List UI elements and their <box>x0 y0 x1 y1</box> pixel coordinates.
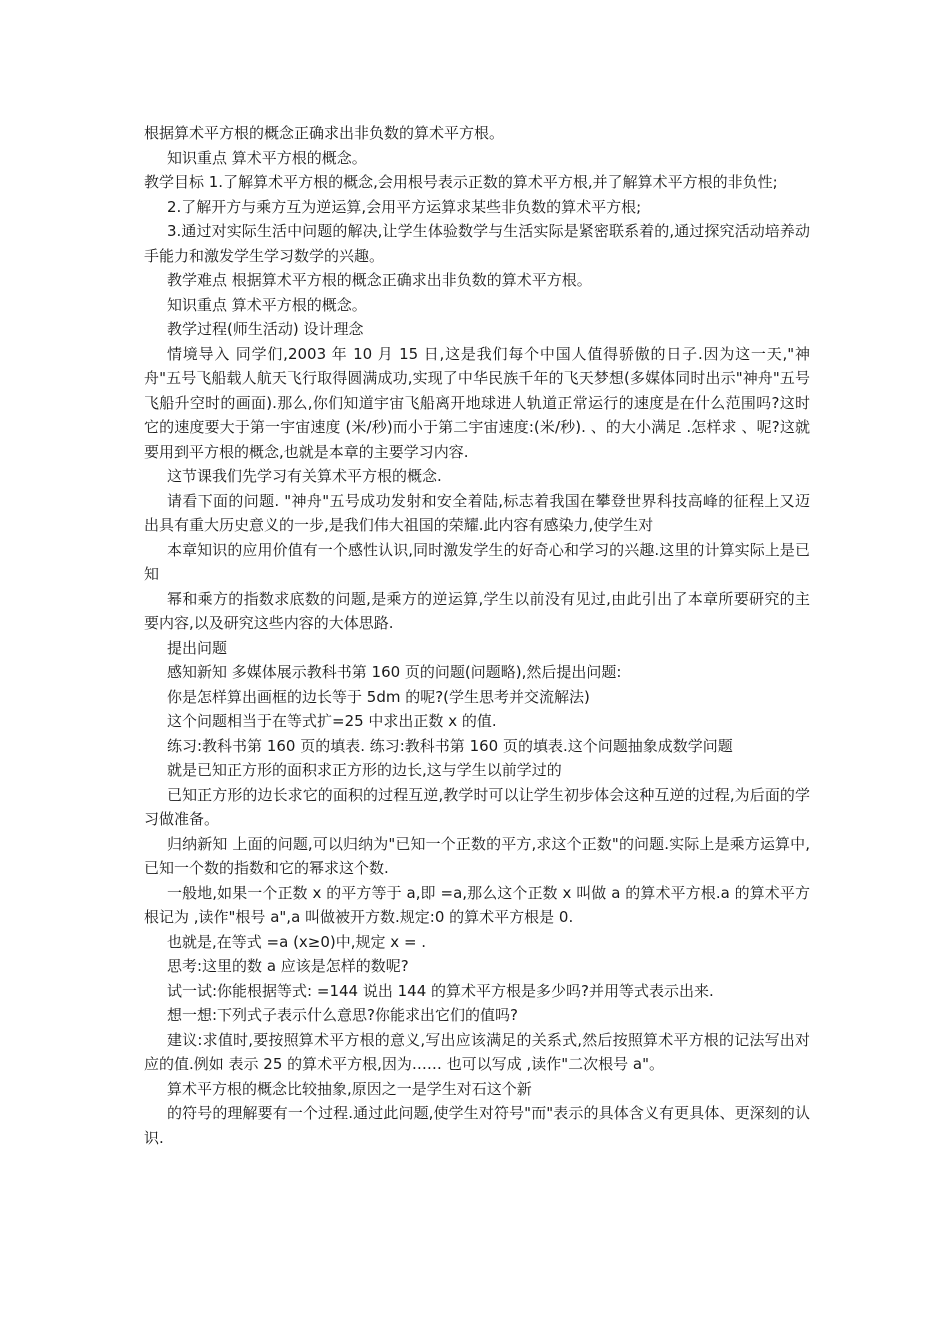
paragraph: 练习:教科书第 160 页的填表. 练习:教科书第 160 页的填表.这个问题抽象成数学问题 <box>167 736 733 755</box>
paragraph: 教学难点 根据算术平方根的概念正确求出非负数的算术平方根。 <box>167 271 592 289</box>
paragraph: 2.了解开方与乘方互为逆运算,会用平方运算求某些非负数的算术平方根; <box>167 197 642 216</box>
paragraph: 3.通过对实际生活中问题的解决,让学生体验数学与生活实际是紧密联系着的,通过探究活动培养动手能力和激发学生学习数学的兴趣。 <box>144 222 810 265</box>
paragraph: 这个问题相当于在等式扩=25 中求出正数 x 的值. <box>167 712 497 730</box>
paragraph: 已知正方形的边长求它的面积的过程互逆,教学时可以让学生初步体会这种互逆的过程,为后面的学习做准备。 <box>144 785 810 828</box>
paragraph: 本章知识的应用价值有一个感性认识,同时激发学生的好奇心和学习的兴趣.这里的计算实际上是已知 <box>144 540 810 583</box>
document-body <box>144 121 810 1150</box>
paragraph: 想一想:下列式子表示什么意思?你能求出它们的值吗? <box>167 1006 518 1024</box>
paragraph: 教学目标 1.了解算术平方根的概念,会用根号表示正数的算术平方根,并了解算术平方根的非负性; <box>144 173 778 191</box>
paragraph: 知识重点 算术平方根的概念。 <box>167 295 367 314</box>
paragraph: 就是已知正方形的面积求正方形的边长,这与学生以前学过的 <box>167 761 562 779</box>
paragraph: 建议:求值时,要按照算术平方根的意义,写出应该满足的关系式,然后按照算术平方根的记法写出对应的值.例如 表示 25 的算术平方根,因为…… 也可以写成 ,读作"二次根号 a"。 <box>144 1030 810 1073</box>
paragraph: 思考:这里的数 a 应该是怎样的数呢? <box>167 957 409 975</box>
paragraph: 算术平方根的概念比较抽象,原因之一是学生对石这个新 <box>167 1079 532 1098</box>
paragraph: 知识重点 算术平方根的概念。 <box>167 148 367 167</box>
paragraph: 这节课我们先学习有关算术平方根的概念. <box>167 467 442 485</box>
paragraph: 情境导入 同学们,2003 年 10 月 15 日,这是我们每个中国人值得骄傲的日子.因为这一天,"神舟"五号飞船载人航天飞行取得圆满成功,实现了中华民族千年的飞天梦想(多媒体同时出示"神舟"五号飞船升空时的画面).那么,你们知道宇宙飞船离开地球进人轨道正常运行的速度是在什么范围吗?这时它的速度要大于第一宇宙速度 (米/秒)而小于第二宇宙速度:(米/秒). 、的大小满足 .怎样求 、呢?这就要用到平方根的概念,也就是本章的主要学习内容. <box>144 344 810 461</box>
paragraph: 教学过程(师生活动) 设计理念 <box>167 320 364 338</box>
paragraph: 一般地,如果一个正数 x 的平方等于 a,即 =a,那么这个正数 x 叫做 a 的算术平方根.a 的算术平方根记为 ,读作"根号 a",a 叫做被开方数.规定:0 的算术平方根是 0. <box>144 883 810 926</box>
paragraph: 幂和乘方的指数求底数的问题,是乘方的逆运算,学生以前没有见过,由此引出了本章所要研究的主要内容,以及研究这些内容的大体思路. <box>144 589 810 632</box>
paragraph: 根据算术平方根的概念正确求出非负数的算术平方根。 <box>144 124 505 142</box>
paragraph: 请看下面的问题. "神舟"五号成功发射和安全着陆,标志着我国在攀登世界科技高峰的征程上又迈出具有重大历史意义的一步,是我们伟大祖国的荣耀.此内容有感染力,使学生对 <box>144 491 810 534</box>
paragraph: 提出问题 <box>167 638 228 657</box>
paragraph: 的符号的理解要有一个过程.通过此问题,使学生对符号"而"表示的具体含义有更具体、更深刻的认识. <box>144 1104 810 1147</box>
paragraph: 也就是,在等式 =a (x≥0)中,规定 x = . <box>167 932 427 951</box>
paragraph: 归纳新知 上面的问题,可以归纳为"已知一个正数的平方,求这个正数"的问题.实际上是乘方运算中,已知一个数的指数和它的幂求这个数. <box>144 834 810 877</box>
paragraph: 你是怎样算出画框的边长等于 5dm 的呢?(学生思考并交流解法) <box>167 687 590 706</box>
paragraph: 试一试:你能根据等式: =144 说出 144 的算术平方根是多少吗?并用等式表示出来. <box>167 981 714 1000</box>
paragraph: 感知新知 多媒体展示教科书第 160 页的问题(问题略),然后提出问题: <box>167 663 622 681</box>
